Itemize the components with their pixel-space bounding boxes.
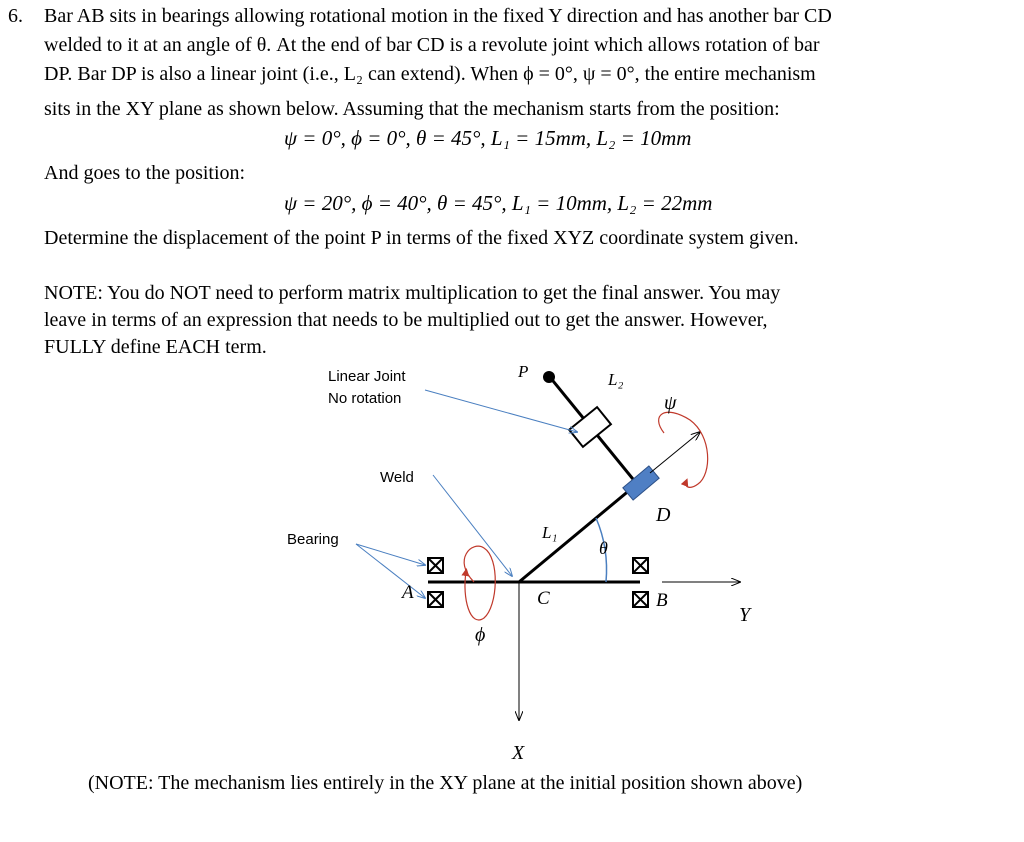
- linear-joint-leader: [425, 390, 577, 432]
- l2-label: L₂: [608, 370, 624, 389]
- goes-to-text: And goes to the position:: [44, 162, 246, 184]
- bearing-b-top: [633, 558, 648, 573]
- psi-label: ψ: [664, 392, 677, 414]
- bearing-leader-top: [356, 544, 425, 565]
- l1-label: L₁: [542, 523, 558, 542]
- note-line-2: leave in terms of an expression that needs to be multiplied out to get the answer. However,: [44, 309, 768, 331]
- problem-number: 6.: [8, 5, 23, 27]
- footer-note: (NOTE: The mechanism lies entirely in the XY plane at the initial position shown above): [88, 772, 803, 794]
- question-text: Determine the displacement of the point P in terms of the fixed XYZ coordinate system given.: [44, 227, 799, 249]
- note-line-1: NOTE: You do NOT need to perform matrix multiplication to get the final answer. You may: [44, 282, 781, 304]
- end-position-equation: ψ = 20°, ϕ = 40°, θ = 45°, L₁ = 10mm, L₂ = 22mm: [284, 191, 713, 215]
- linear-joint-label: Linear Joint: [328, 368, 406, 385]
- start-position-equation: ψ = 0°, ϕ = 0°, θ = 45°, L₁ = 15mm, L₂ = 10mm: [284, 126, 692, 150]
- point-p-dot: [543, 371, 555, 383]
- bearing-b-bottom: [633, 592, 648, 607]
- y-axis-label: Y: [739, 604, 751, 626]
- weld-label: Weld: [380, 469, 414, 486]
- point-a-label: A: [402, 582, 414, 603]
- bearing-label: Bearing: [287, 531, 339, 548]
- theta-label: θ: [599, 538, 608, 558]
- problem-line-4: sits in the XY plane as shown below. Assuming that the mechanism starts from the position:: [44, 98, 780, 120]
- problem-line-2: welded to it at an angle of θ. At the end of bar CD is a revolute joint which allows rotation of bar: [44, 34, 820, 56]
- problem-line-3: DP. Bar DP is also a linear joint (i.e., L₂ can extend). When ϕ = 0°, ψ = 0°, the entire mechanism: [44, 63, 816, 85]
- bar-cd: [519, 484, 637, 582]
- note-line-3: FULLY define EACH term.: [44, 336, 267, 358]
- point-c-label: C: [537, 588, 550, 609]
- point-p-label: P: [518, 362, 529, 381]
- weld-leader: [433, 475, 512, 576]
- x-axis-label: X: [512, 742, 525, 764]
- bearing-a-top: [428, 558, 443, 573]
- no-rotation-label: No rotation: [328, 390, 402, 407]
- phi-label: ϕ: [475, 624, 486, 646]
- point-d-label: D: [656, 504, 671, 526]
- point-b-label: B: [656, 590, 668, 611]
- psi-rotation-arrow: [659, 412, 708, 487]
- bearing-leader-bottom: [356, 544, 425, 598]
- linear-joint-box: [569, 407, 611, 447]
- bearing-a-bottom: [428, 592, 443, 607]
- problem-line-1: Bar AB sits in bearings allowing rotational motion in the fixed Y direction and has another bar CD: [44, 5, 832, 27]
- psi-axis-arrow: [650, 432, 700, 473]
